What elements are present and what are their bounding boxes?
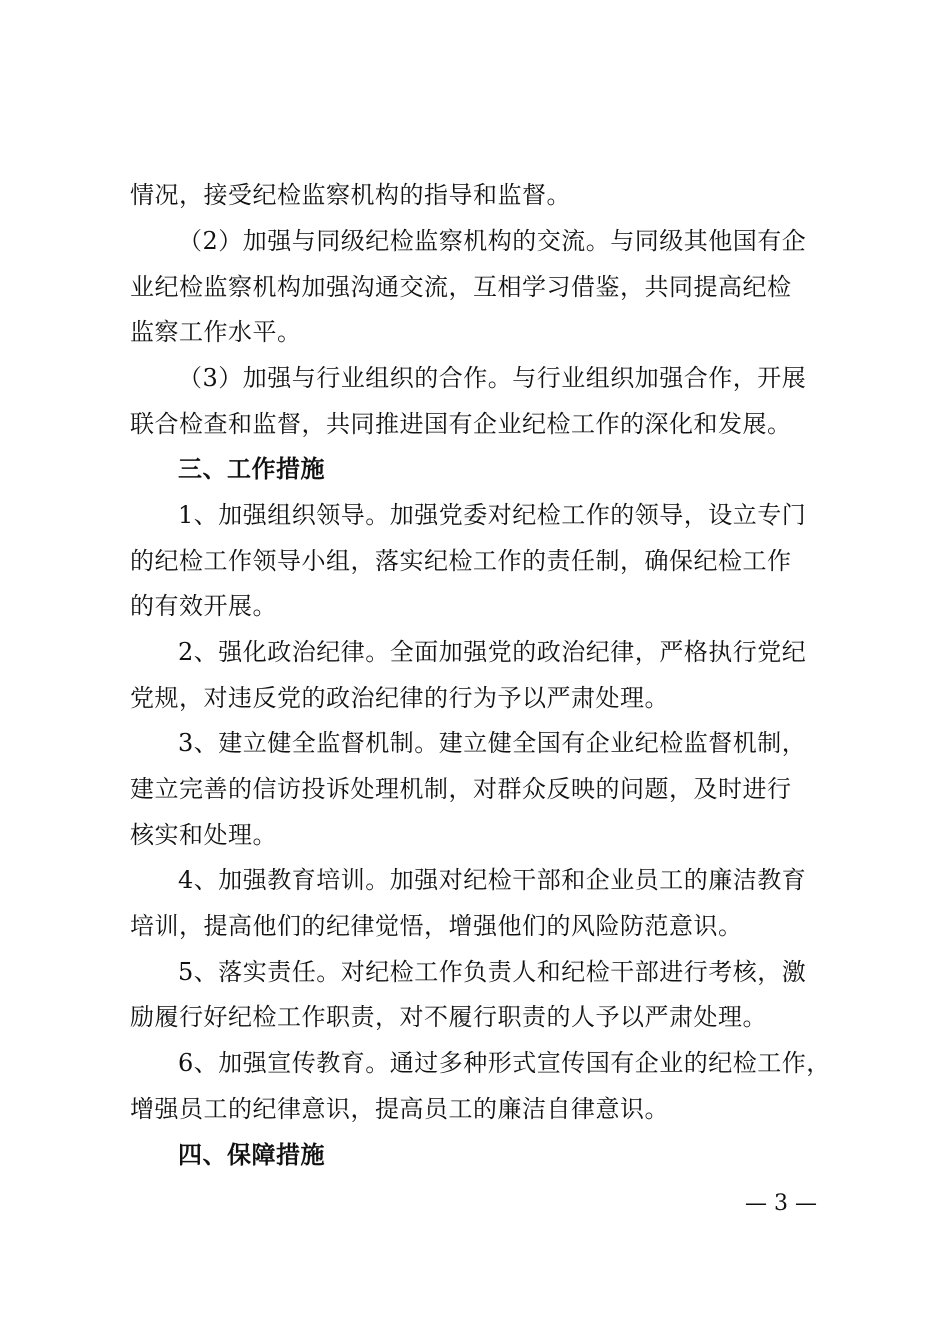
- section-heading: 三、工作措施: [178, 455, 325, 483]
- text-line: 情况，接受纪检监察机构的指导和监督。: [130, 181, 571, 209]
- text-line: 励履行好纪检工作职责，对不履行职责的人予以严肃处理。: [130, 1003, 767, 1031]
- text-line: （2）加强与同级纪检监察机构的交流。与同级其他国有企: [178, 227, 807, 255]
- text-line: 建立完善的信访投诉处理机制，对群众反映的问题，及时进行: [130, 775, 792, 803]
- text-line: 4、加强教育培训。加强对纪检干部和企业员工的廉洁教育: [178, 866, 807, 894]
- section-heading: 四、保障措施: [178, 1141, 325, 1169]
- text-line: 核实和处理。: [130, 821, 277, 849]
- text-line: 6、加强宣传教育。通过多种形式宣传国有企业的纪检工作，: [178, 1049, 831, 1077]
- text-line: 监察工作水平。: [130, 318, 302, 346]
- page-number: — 3 —: [745, 1191, 817, 1216]
- text-line: 3、建立健全监督机制。建立健全国有企业纪检监督机制，: [178, 729, 807, 757]
- text-line: 党规，对违反党的政治纪律的行为予以严肃处理。: [130, 684, 669, 712]
- text-line: 5、落实责任。对纪检工作负责人和纪检干部进行考核，激: [178, 958, 807, 986]
- text-line: 增强员工的纪律意识，提高员工的廉洁自律意识。: [130, 1095, 669, 1123]
- text-line: 联合检查和监督，共同推进国有企业纪检工作的深化和发展。: [130, 410, 792, 438]
- text-line: 的纪检工作领导小组，落实纪检工作的责任制，确保纪检工作: [130, 547, 792, 575]
- text-line: 2、强化政治纪律。全面加强党的政治纪律，严格执行党纪: [178, 638, 807, 666]
- text-line: （3）加强与行业组织的合作。与行业组织加强合作，开展: [178, 364, 807, 392]
- text-line: 1、加强组织领导。加强党委对纪检工作的领导，设立专门: [178, 501, 807, 529]
- text-line: 培训，提高他们的纪律觉悟，增强他们的风险防范意识。: [130, 912, 743, 940]
- text-line: 的有效开展。: [130, 592, 277, 620]
- text-line: 业纪检监察机构加强沟通交流，互相学习借鉴，共同提高纪检: [130, 273, 792, 301]
